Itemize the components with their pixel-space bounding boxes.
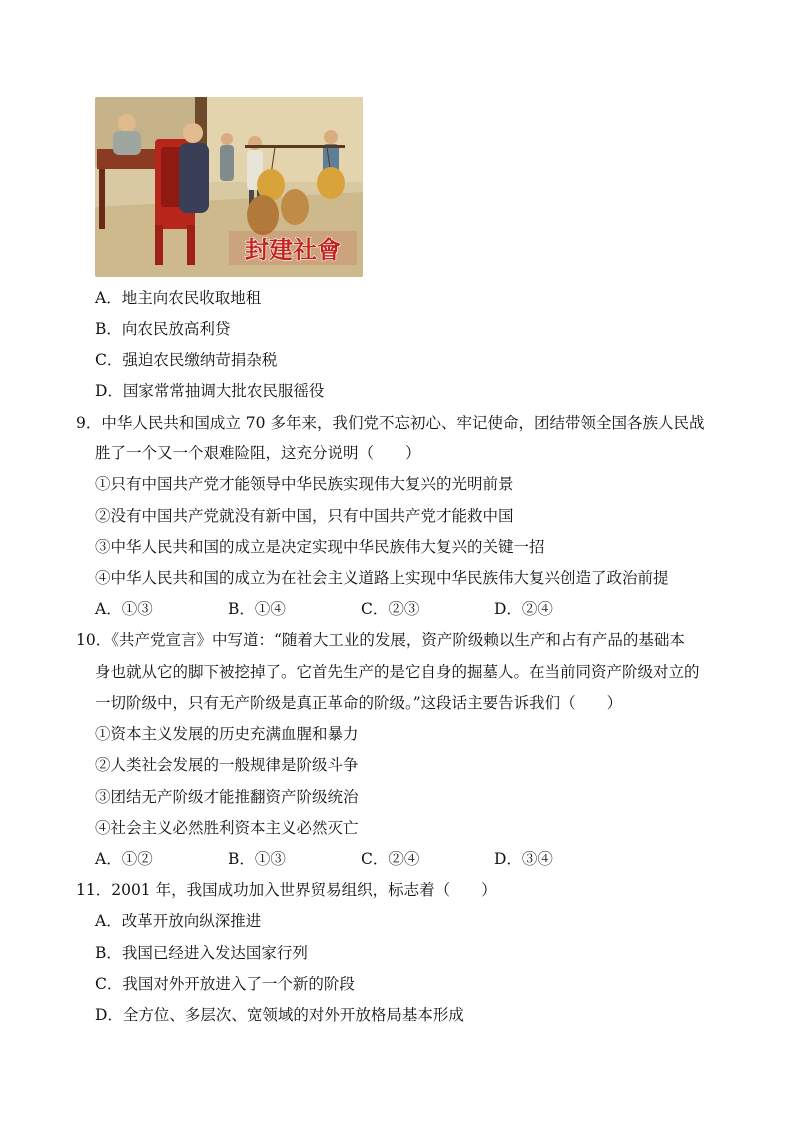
q11-option-c: C．我国对外开放进入了一个新的阶段	[95, 975, 355, 993]
q11-option-a: A．改革开放向纵深推进	[95, 912, 262, 930]
q11-option-d: D．全方位、多层次、宽领域的对外开放格局基本形成	[95, 1006, 464, 1024]
q10-statement-4: ④社会主义必然胜利资本主义必然灭亡	[95, 819, 359, 837]
q8-option-a: A．地主向农民收取地租	[95, 289, 262, 307]
q11-stem: 11．2001 年，我国成功加入世界贸易组织，标志着（ ）	[76, 881, 497, 899]
q10-stem-line3: 一切阶级中，只有无产阶级是真正革命的阶级。”这段话主要告诉我们（ ）	[95, 694, 623, 712]
q10-choice-b: B．①③	[228, 850, 286, 868]
q9-stem-line1: 9．中华人民共和国成立 70 多年来，我们党不忘初心、牢记使命，团结带领全国各族人民战	[76, 414, 705, 432]
q10-choice-d: D．③④	[494, 850, 553, 868]
q10-choices	[95, 849, 627, 869]
q8-option-b: B．向农民放高利贷	[95, 320, 231, 338]
q9-choice-c: C．②③	[361, 600, 420, 618]
q9-choices	[95, 599, 627, 619]
q10-statement-3: ③团结无产阶级才能推翻资产阶级统治	[95, 788, 359, 806]
q10-statement-1: ①资本主义发展的历史充满血腥和暴力	[95, 725, 359, 743]
q10-statement-2: ②人类社会发展的一般规律是阶级斗争	[95, 756, 359, 774]
q9-choice-a: A．①③	[95, 600, 153, 618]
illustration-artwork	[95, 97, 363, 277]
q9-choice-d: D．②④	[494, 600, 553, 618]
q8-option-d: D．国家常常抽调大批农民服徭役	[95, 382, 325, 400]
illustration-caption: 封建社會	[245, 236, 341, 264]
q10-choice-a: A．①②	[95, 850, 153, 868]
q9-statement-2: ②没有中国共产党就没有新中国，只有中国共产党才能救中国	[95, 507, 514, 525]
feudal-society-illustration	[95, 97, 363, 277]
q11-option-b: B．我国已经进入发达国家行列	[95, 944, 308, 962]
q9-choice-b: B．①④	[228, 600, 286, 618]
q10-choice-c: C．②④	[361, 850, 420, 868]
q9-statement-3: ③中华人民共和国的成立是决定实现中华民族伟大复兴的关键一招	[95, 538, 545, 556]
q9-stem-line2: 胜了一个又一个艰难险阻，这充分说明（ ）	[95, 444, 421, 462]
q10-stem-line2: 身也就从它的脚下被挖掉了。它首先生产的是它自身的掘墓人。在当前同资产阶级对立的	[95, 663, 700, 681]
q10-stem-line1: 10．《共产党宣言》中写道：“随着大工业的发展，资产阶级赖以生产和占有产品的基础本	[76, 631, 685, 649]
q9-statement-4: ④中华人民共和国的成立为在社会主义道路上实现中华民族伟大复兴创造了政治前提	[95, 569, 669, 587]
q8-option-c: C．强迫农民缴纳苛捐杂税	[95, 351, 278, 369]
q9-statement-1: ①只有中国共产党才能领导中华民族实现伟大复兴的光明前景	[95, 475, 514, 493]
